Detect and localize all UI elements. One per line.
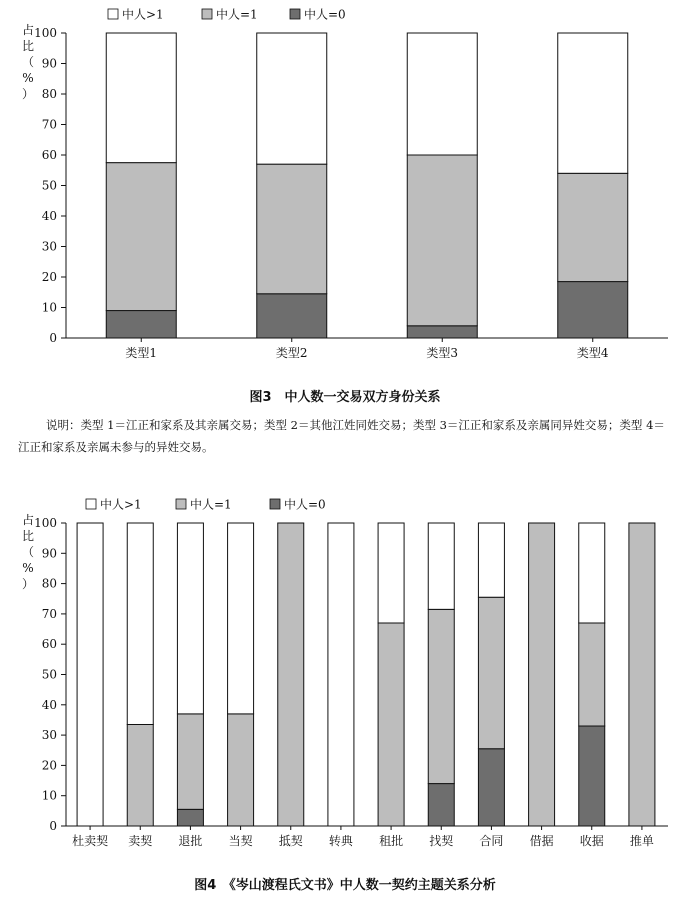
figure-4-chart <box>0 490 690 870</box>
bar-segment-中人=1 <box>579 623 605 726</box>
bar-stack-4 <box>278 523 304 826</box>
legend-swatch-2 <box>270 499 280 509</box>
bar-segment-中人=1 <box>177 714 203 809</box>
bar-stack-11 <box>629 523 655 826</box>
bar-segment-中人>1 <box>77 523 103 826</box>
x-tick-label: 当契 <box>228 834 253 848</box>
legend-label-0: 中人>1 <box>100 497 142 512</box>
y-tick-label: 80 <box>41 87 57 101</box>
x-tick-label: 找契 <box>429 834 454 848</box>
bar-segment-中人=0 <box>478 749 504 826</box>
x-tick-label: 类型4 <box>576 346 609 360</box>
bar-stack-0 <box>77 523 103 826</box>
y-axis-label-char: 占 <box>21 513 35 527</box>
y-tick-label: 100 <box>34 26 57 40</box>
y-tick-label: 90 <box>41 546 57 561</box>
y-axis-label-char: 占 <box>21 23 35 37</box>
bar-segment-中人=0 <box>579 726 605 826</box>
bar-segment-中人=0 <box>428 784 454 826</box>
y-tick-label: 30 <box>41 728 57 743</box>
legend-label-1: 中人=1 <box>190 497 232 512</box>
x-tick-label: 卖契 <box>128 834 153 848</box>
legend <box>108 7 346 22</box>
legend <box>86 497 326 512</box>
bar-segment-中人>1 <box>407 33 477 155</box>
y-tick-label: 50 <box>41 178 57 193</box>
bar-segment-中人=1 <box>228 714 254 826</box>
bar-segment-中人>1 <box>106 33 176 163</box>
x-tick-label: 合同 <box>479 834 504 848</box>
legend-label-1: 中人=1 <box>216 7 258 22</box>
x-tick-label: 类型2 <box>275 346 308 360</box>
legend-swatch-0 <box>108 9 118 19</box>
y-tick-label: 20 <box>41 758 57 773</box>
bar-segment-中人=0 <box>106 311 176 338</box>
bar-segment-中人=1 <box>407 155 477 326</box>
bar-segment-中人=1 <box>428 609 454 783</box>
bar-segment-中人=1 <box>629 523 655 826</box>
figure-3-caption: 图3 中人数一交易双方身份关系 <box>249 390 441 405</box>
bar-stack-0 <box>106 33 176 338</box>
bar-stack-9 <box>529 523 555 826</box>
bar-segment-中人=1 <box>378 623 404 826</box>
y-tick-label: 0 <box>49 819 57 833</box>
y-tick-label: 60 <box>41 148 57 162</box>
bar-stack-3 <box>228 523 254 826</box>
bar-segment-中人>1 <box>328 523 354 826</box>
bar-segment-中人=1 <box>278 523 304 826</box>
bar-stack-7 <box>428 523 454 826</box>
legend-swatch-2 <box>290 9 300 19</box>
bar-segment-中人=0 <box>257 294 327 338</box>
y-tick-label: 70 <box>41 117 57 132</box>
legend-swatch-0 <box>86 499 96 509</box>
y-tick-label: 0 <box>49 331 57 345</box>
x-tick-label: 类型1 <box>125 346 158 360</box>
bar-segment-中人>1 <box>127 523 153 724</box>
y-axis-label-char: 比 <box>21 39 35 53</box>
legend-label-2: 中人=0 <box>304 7 346 22</box>
y-tick-label: 40 <box>41 697 57 712</box>
bar-segment-中人=0 <box>558 282 628 338</box>
bar-segment-中人>1 <box>177 523 203 714</box>
y-axis-label-char: 比 <box>21 529 35 543</box>
bar-segment-中人=1 <box>478 597 504 749</box>
x-tick-label: 租批 <box>379 834 404 848</box>
y-tick-label: 90 <box>41 56 57 71</box>
bar-segment-中人=1 <box>257 164 327 294</box>
legend-label-2: 中人=0 <box>284 497 326 512</box>
figure-3-note: 说明：类型 1＝江正和家系及其亲属交易；类型 2＝其他江姓同姓交易；类型 3＝江正和家系及亲属同异姓交易；类型 4＝江正和家系及亲属未参与的异姓交易。 <box>18 418 665 454</box>
bar-segment-中人=1 <box>127 724 153 826</box>
bar-segment-中人>1 <box>478 523 504 597</box>
bar-segment-中人=1 <box>106 163 176 311</box>
bar-stack-8 <box>478 523 504 826</box>
bar-segment-中人=1 <box>558 173 628 281</box>
y-tick-label: 20 <box>41 270 57 284</box>
y-tick-label: 10 <box>41 788 57 803</box>
y-axis-label-char: （ <box>21 55 35 69</box>
bar-segment-中人>1 <box>428 523 454 609</box>
x-tick-label: 借据 <box>529 834 554 848</box>
legend-swatch-1 <box>202 9 212 19</box>
x-tick-label: 转典 <box>328 834 353 848</box>
y-axis-label <box>22 22 34 101</box>
y-tick-label: 80 <box>41 576 57 591</box>
bar-stack-2 <box>407 33 477 338</box>
y-tick-label: 70 <box>41 606 57 621</box>
bar-stack-1 <box>257 33 327 338</box>
bar-stack-5 <box>328 523 354 826</box>
x-tick-label: 推单 <box>629 834 654 848</box>
y-tick-label: 40 <box>41 209 57 223</box>
bar-segment-中人=0 <box>177 809 203 826</box>
bar-stack-2 <box>177 523 203 826</box>
bar-segment-中人>1 <box>579 523 605 623</box>
y-tick-label: 10 <box>41 300 57 315</box>
bar-segment-中人>1 <box>257 33 327 164</box>
y-axis-label-char: ） <box>21 87 35 101</box>
y-axis-label-char: ） <box>21 577 35 591</box>
bar-segment-中人=0 <box>407 326 477 338</box>
figure-4-caption: 图4 《岑山渡程氏文书》中人数一契约主题关系分析 <box>194 878 496 893</box>
y-tick-label: 30 <box>41 239 57 254</box>
bar-segment-中人>1 <box>228 523 254 714</box>
x-tick-label: 抵契 <box>278 834 303 848</box>
bar-stack-1 <box>127 523 153 826</box>
y-axis-label-char: % <box>22 71 34 85</box>
x-tick-label: 类型3 <box>426 346 459 360</box>
y-axis-label-char: （ <box>21 545 35 559</box>
x-tick-label: 收据 <box>579 834 604 848</box>
figure-3-chart <box>0 0 690 380</box>
bar-segment-中人>1 <box>558 33 628 173</box>
y-axis-label <box>22 512 34 591</box>
y-tick-label: 50 <box>41 667 57 682</box>
y-tick-label: 60 <box>41 637 57 652</box>
bar-segment-中人>1 <box>378 523 404 623</box>
bar-stack-10 <box>579 523 605 826</box>
bar-stack-3 <box>558 33 628 338</box>
y-tick-label: 100 <box>34 516 57 530</box>
x-tick-label: 杜卖契 <box>72 834 109 848</box>
bar-segment-中人=1 <box>529 523 555 826</box>
legend-swatch-1 <box>176 499 186 509</box>
y-axis-label-char: % <box>22 561 34 575</box>
bar-stack-6 <box>378 523 404 826</box>
x-tick-label: 退批 <box>178 834 203 848</box>
legend-label-0: 中人>1 <box>122 7 164 22</box>
